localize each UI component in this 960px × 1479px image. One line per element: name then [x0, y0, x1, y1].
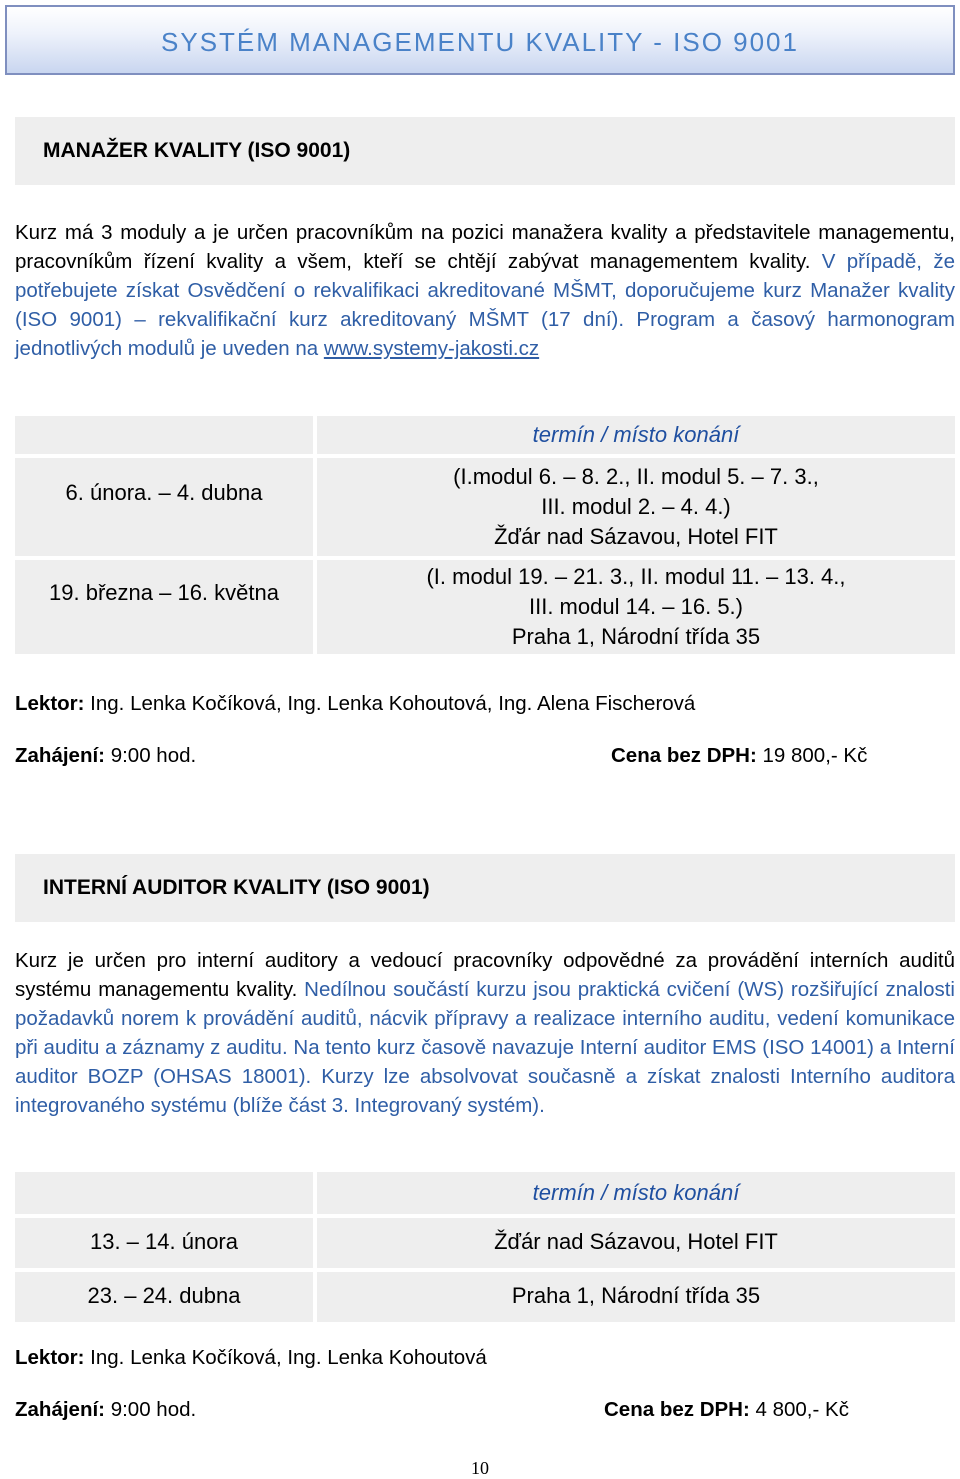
course1-lector-names: Ing. Lenka Kočíková, Ing. Lenka Kohoutová, Ing. Alena Fischerová: [84, 692, 696, 715]
course2-lector-names: Ing. Lenka Kočíková, Ing. Lenka Kohoutová: [84, 1346, 487, 1369]
course2-start-time: 9:00 hod.: [105, 1398, 197, 1421]
course2-row2-place-cell: [317, 1272, 955, 1322]
course1-table-corner: [15, 416, 313, 454]
course2-desc-part1: Kurz je určen pro interní auditory a vedoucí pracovníky odpovědné za provádění interních auditů systému managementu kvality.: [15, 949, 955, 1001]
page-header: [5, 5, 955, 75]
course2-table-header: [317, 1172, 955, 1214]
course1-desc-part2: V případě, že potřebujete získat Osvědčení o rekvalifikaci akreditované MŠMT, doporučujeme kurz Manažer kvality (ISO 9001) – rekvalifikační kurz akreditovaný MŠMT (17 dní). Program a časový harmonogram jednotlivých modulů je uveden na: [15, 250, 955, 360]
course2-row2-place: Praha 1, Národní třída 35: [511, 1283, 761, 1308]
course2-lector-label: Lektor:: [15, 1346, 85, 1369]
course1-price-value: 19 800,- Kč: [756, 744, 868, 767]
course1-start: [15, 744, 196, 768]
course2-table-header-text: termín / místo konání: [532, 1180, 740, 1205]
course1-table-header: [317, 416, 955, 454]
course1-row2-modules1: (I. modul 19. – 21. 3., II. modul 11. – 13. 4.,: [426, 564, 846, 589]
course1-price: [611, 744, 867, 768]
course2-description: [15, 946, 955, 1120]
course2-title-bar: [15, 854, 955, 922]
course2-start: [15, 1398, 196, 1422]
course2-start-label: Zahájení:: [15, 1398, 105, 1421]
course1-desc-part1: Kurz má 3 moduly a je určen pracovníkům na pozici manažera kvality a představitele managementu, pracovníkům řízení kvality a všem, kteří se chtějí zabývat managementem kvality.: [15, 221, 955, 273]
course2-price: [604, 1398, 849, 1422]
course1-title: MANAŽER KVALITY (ISO 9001): [43, 139, 351, 162]
course2-table-corner: [15, 1172, 313, 1214]
course1-row1-date-cell: [15, 458, 313, 556]
course1-table-header-text: termín / místo konání: [532, 422, 740, 447]
course2-desc-part2: Nedílnou součástí kurzu jsou praktická cvičení (WS) rozšiřující znalosti požadavků norem k provádění auditů, nácvik přípravy a realizace interního auditu, vedení komunikace při auditu a záznamy z auditu.: [15, 978, 955, 1059]
course1-lector: [15, 692, 695, 716]
course1-row2-place-cell: [317, 560, 955, 654]
course2-title: INTERNÍ AUDITOR KVALITY (ISO 9001): [43, 876, 430, 899]
course1-row2-place: Praha 1, Národní třída 35: [511, 624, 761, 649]
course2-row1-date: 13. – 14. února: [89, 1229, 238, 1254]
course1-row1-place-cell: [317, 458, 955, 556]
course1-row1-date: 6. února. – 4. dubna: [65, 480, 263, 505]
course2-price-label: Cena bez DPH:: [604, 1398, 750, 1421]
course1-start-label: Zahájení:: [15, 744, 105, 767]
course2-row1-date-cell: [15, 1218, 313, 1268]
course1-start-time: 9:00 hod.: [105, 744, 197, 767]
course2-row1-place: Žďár nad Sázavou, Hotel FIT: [494, 1229, 778, 1254]
course1-row1-place: Žďár nad Sázavou, Hotel FIT: [494, 524, 778, 549]
course2-price-value: 4 800,- Kč: [749, 1398, 849, 1421]
course1-price-label: Cena bez DPH:: [611, 744, 757, 767]
course1-row2-date: 19. března – 16. května: [49, 580, 279, 605]
course2-row2-date: 23. – 24. dubna: [87, 1283, 241, 1308]
course1-title-bar: [15, 117, 955, 185]
course1-lector-label: Lektor:: [15, 692, 85, 715]
course2-lector: [15, 1346, 487, 1370]
course2-desc-part3: Na tento kurz časově navazuje Interní auditor EMS (ISO 14001) a Interní auditor BOZP (OHSAS 18001). Kurzy lze absolvovat současně a získat znalosti Interního auditora integrovaného systému (blíže část 3. Integrovaný systém).: [15, 1036, 956, 1117]
course1-row1-modules1: (I.modul 6. – 8. 2., II. modul 5. – 7. 3.,: [453, 464, 819, 489]
course1-row1-modules2: III. modul 2. – 4. 4.): [541, 494, 731, 519]
page-number: 10: [471, 1458, 489, 1478]
course2-row1-place-cell: [317, 1218, 955, 1268]
course1-row2-date-cell: [15, 560, 313, 654]
header-title: SYSTÉM MANAGEMENTU KVALITY - ISO 9001: [161, 27, 799, 57]
course1-description: [15, 218, 955, 363]
course1-website-link[interactable]: www.systemy-jakosti.cz: [323, 337, 540, 360]
course1-row2-modules2: III. modul 14. – 16. 5.): [528, 594, 743, 619]
course2-row2-date-cell: [15, 1272, 313, 1322]
